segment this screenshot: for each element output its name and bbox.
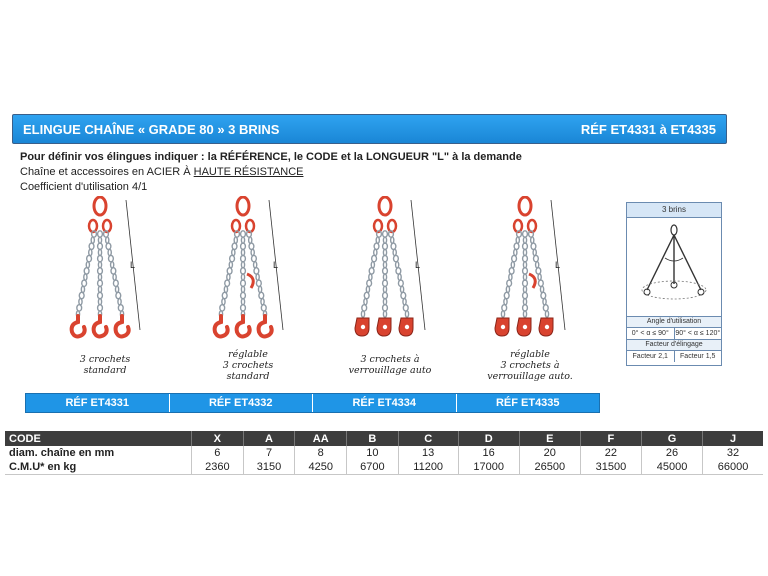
sling-caption-line: 3 crochets à bbox=[500, 360, 560, 371]
row-label: diam. chaîne en mm bbox=[5, 446, 192, 460]
table-header-row bbox=[5, 431, 763, 446]
sling-drawing bbox=[188, 196, 308, 346]
sling-caption-line: 3 crochets bbox=[79, 354, 131, 365]
sling-figure bbox=[470, 196, 590, 386]
sling-figure bbox=[188, 196, 308, 386]
length-label: L bbox=[415, 260, 421, 270]
sling-caption bbox=[470, 349, 590, 382]
schema-title: 3 brins bbox=[627, 203, 721, 218]
table-cell: 22 bbox=[580, 446, 641, 460]
sling-drawing bbox=[330, 196, 450, 346]
ref-et4335: RÉF ET4335 bbox=[456, 394, 600, 412]
table-header-cell: D bbox=[458, 431, 519, 446]
sling-caption bbox=[45, 354, 165, 376]
schema-factor-row bbox=[627, 350, 721, 362]
intro-line-2-underlined: HAUTE RÉSISTANCE bbox=[193, 166, 304, 178]
schema-factor-label: Facteur d'élingage bbox=[627, 339, 721, 350]
table-cell: 13 bbox=[398, 446, 458, 460]
ref-et4334: RÉF ET4334 bbox=[312, 394, 456, 412]
table-header-cell: X bbox=[192, 431, 244, 446]
table-cell: 26 bbox=[641, 446, 702, 460]
banner-ref-range: RÉF ET4331 à ET4335 bbox=[580, 121, 716, 137]
sling-figure bbox=[330, 196, 450, 386]
table-header-cell: G bbox=[641, 431, 702, 446]
sling-caption-line: standard bbox=[226, 371, 270, 382]
table-cell: 4250 bbox=[295, 460, 347, 475]
schema-angle-row bbox=[627, 327, 721, 339]
table-cell: 3150 bbox=[243, 460, 295, 475]
sling-caption-line: verrouillage auto bbox=[348, 365, 432, 376]
reference-bar bbox=[25, 393, 600, 413]
schema-sling-icon bbox=[627, 218, 721, 314]
sling-caption bbox=[330, 354, 450, 376]
sling-caption-line: 3 crochets bbox=[222, 360, 274, 371]
table-cell: 26500 bbox=[519, 460, 580, 475]
table-header-cell: B bbox=[347, 431, 399, 446]
table-cell: 6 bbox=[192, 446, 244, 460]
table-cell: 20 bbox=[519, 446, 580, 460]
table-header-cell: A bbox=[243, 431, 295, 446]
intro-line-3: Coefficient d'utilisation 4/1 bbox=[20, 181, 148, 193]
intro-line-2 bbox=[20, 165, 522, 180]
table-header-cell: E bbox=[519, 431, 580, 446]
sling-caption bbox=[188, 349, 308, 382]
table-cell: 7 bbox=[243, 446, 295, 460]
sling-figures bbox=[0, 196, 620, 386]
sling-figure bbox=[45, 196, 165, 386]
schema-factor-2: Facteur 1,5 bbox=[674, 351, 722, 362]
ref-et4332: RÉF ET4332 bbox=[169, 394, 313, 412]
table-cell: 31500 bbox=[580, 460, 641, 475]
row-label: C.M.U* en kg bbox=[5, 460, 192, 475]
schema-angle-1: 0° < α ≤ 90° bbox=[631, 330, 669, 337]
title-banner bbox=[12, 114, 727, 144]
intro-line-2-prefix: Chaîne et accessoires en ACIER À bbox=[20, 166, 194, 178]
table-row bbox=[5, 446, 763, 460]
table-cell: 66000 bbox=[703, 460, 763, 475]
intro-line-1: Pour définir vos élingues indiquer : la RÉFÉRENCE, le CODE et la LONGUEUR "L" à la demande bbox=[20, 151, 522, 163]
usage-schema bbox=[626, 202, 722, 366]
sling-caption-line: réglable bbox=[510, 349, 550, 360]
schema-angle-label: Angle d'utilisation bbox=[627, 316, 721, 327]
table-cell: 45000 bbox=[641, 460, 702, 475]
table-cell: 8 bbox=[295, 446, 347, 460]
schema-angle-2: 90° < α ≤ 120° bbox=[675, 330, 721, 337]
intro-text bbox=[20, 150, 522, 195]
table-header-cell: F bbox=[580, 431, 641, 446]
sling-drawing bbox=[470, 196, 590, 346]
table-cell: 17000 bbox=[458, 460, 519, 475]
length-label: L bbox=[555, 260, 561, 270]
length-label: L bbox=[273, 260, 279, 270]
sling-caption-line: 3 crochets à bbox=[360, 354, 420, 365]
schema-factor-1: Facteur 2,1 bbox=[632, 353, 668, 360]
sling-caption-line: réglable bbox=[228, 349, 268, 360]
table-cell: 11200 bbox=[398, 460, 458, 475]
table-cell: 10 bbox=[347, 446, 399, 460]
table-cell: 6700 bbox=[347, 460, 399, 475]
table-header-cell: CODE bbox=[5, 431, 192, 446]
codes-table bbox=[5, 431, 763, 475]
length-label: L bbox=[130, 260, 136, 270]
ref-et4331: RÉF ET4331 bbox=[65, 397, 130, 409]
table-header-cell: C bbox=[398, 431, 458, 446]
table-row bbox=[5, 460, 763, 475]
banner-title: ELINGUE CHAÎNE « GRADE 80 » 3 BRINS bbox=[23, 121, 280, 137]
sling-caption-line: standard bbox=[83, 365, 127, 376]
sling-caption-line: verrouillage auto. bbox=[487, 371, 573, 382]
table-header-cell: J bbox=[703, 431, 763, 446]
table-cell: 2360 bbox=[192, 460, 244, 475]
sling-drawing bbox=[45, 196, 165, 346]
table-cell: 16 bbox=[458, 446, 519, 460]
table-header-cell: AA bbox=[295, 431, 347, 446]
table-cell: 32 bbox=[726, 447, 740, 459]
